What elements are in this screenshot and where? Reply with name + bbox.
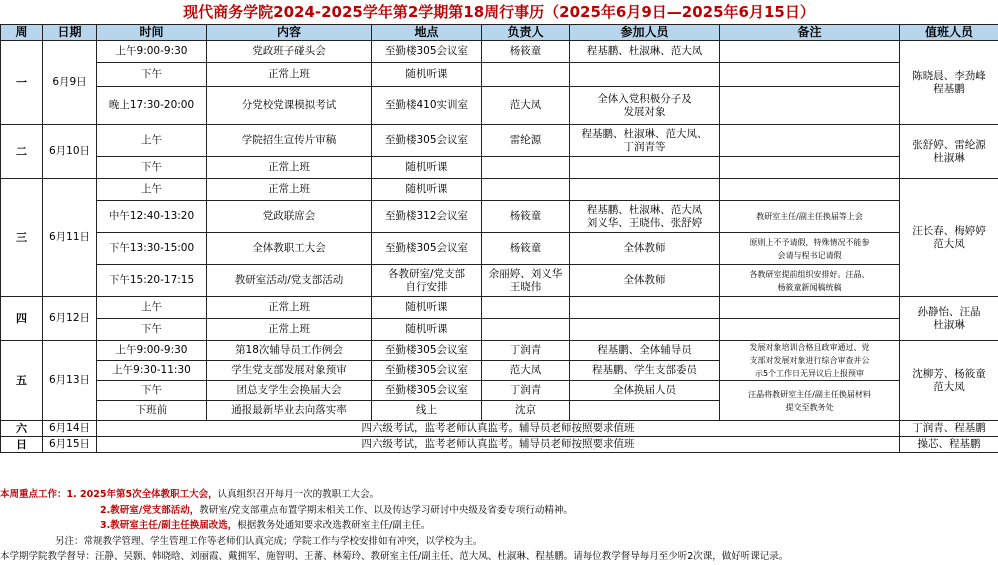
duty-cell: 汪长春、梅婷婷 范大凤 (900, 179, 998, 297)
footer-line-3 (0, 518, 998, 534)
table-row (1, 437, 998, 453)
duty-cell: 孙静怡、汪晶 杜淑琳 (900, 297, 998, 341)
people-cell (570, 319, 720, 341)
day-cell: 日 (1, 437, 43, 453)
merged-content-cell: 四六级考试，监考老师认真监考。辅导员老师按照要求值班 (97, 421, 900, 437)
content-cell: 学院招生宣传片审稿 (207, 125, 372, 157)
time-cell: 上午 (97, 297, 207, 319)
date-cell: 6月14日 (43, 421, 97, 437)
duty-cell: 陈晓晨、李劲峰 程基鹏 (900, 41, 998, 125)
time-cell: 上午 (97, 125, 207, 157)
content-cell: 第18次辅导员工作例会 (207, 341, 372, 361)
leader-cell: 范大凤 (482, 87, 570, 125)
note-cell (720, 319, 900, 341)
leader-cell: 丁润青 (482, 381, 570, 401)
date-cell: 6月15日 (43, 437, 97, 453)
merged-content-cell: 四六级考试，监考老师认真监考。辅导员老师按照要求值班 (97, 437, 900, 453)
time-cell: 晚上17:30-20:00 (97, 87, 207, 125)
content-cell: 正常上班 (207, 297, 372, 319)
header-note: 备注 (720, 25, 900, 41)
place-cell: 至勤楼410实训室 (372, 87, 482, 125)
day-cell: 三 (1, 179, 43, 297)
time-cell: 中午12:40-13:20 (97, 201, 207, 233)
duty-cell: 操芯、程基鹏 (900, 437, 998, 453)
table-row (1, 421, 998, 437)
table-row (1, 125, 998, 157)
day-cell: 五 (1, 341, 43, 421)
header-duty: 值班人员 (900, 25, 998, 41)
footer-text-2: 教研室/党支部重点布置学期末相关工作、以及传达学习研讨中央级及省委专项行动精神。 (199, 505, 573, 516)
leader-cell: 沈京 (482, 401, 570, 421)
footer-line-1 (0, 487, 998, 503)
people-cell (570, 157, 720, 179)
people-cell: 全体换届人员 (570, 381, 720, 401)
people-cell: 程基鹏、杜淑琳、范大凤、 丁润青等 (570, 125, 720, 157)
time-cell: 下午 (97, 157, 207, 179)
place-cell: 随机听课 (372, 319, 482, 341)
leader-cell: 雷纶源 (482, 125, 570, 157)
note-cell (720, 87, 900, 125)
note-cell (720, 41, 900, 63)
note-cell (720, 63, 900, 87)
people-cell (570, 179, 720, 201)
footer-text-1: 认真组织召开每月一次的教职工大会。 (218, 489, 380, 500)
content-cell: 全体教职工大会 (207, 233, 372, 265)
leader-cell: 杨筱童 (482, 201, 570, 233)
table-row (1, 265, 998, 297)
table-row (1, 63, 998, 87)
footer-line-5: 本学期学院教学督导：汪静、吴颢、韩晓晗、刘丽霞、戴拥军、施智明、王蕃、林菊玲、教研室主任/副主任、范大凤、杜淑琳、程基鹏。请每位教学督导每月至少听2次课，做好听课记录。 (0, 549, 998, 565)
leader-cell: 杨筱童 (482, 41, 570, 63)
content-cell: 学生党支部发展对象预审 (207, 361, 372, 381)
leader-cell: 范大凤 (482, 361, 570, 381)
time-cell: 下班前 (97, 401, 207, 421)
people-cell: 全体教师 (570, 233, 720, 265)
people-cell (570, 63, 720, 87)
footer-line-4: 另注：常规教学管理、学生管理工作等老师们认真完成；学院工作与学校安排如有冲突，以学校为主。 (0, 534, 998, 550)
table-row (1, 319, 998, 341)
note-cell (720, 125, 900, 157)
duty-cell: 沈柳芳、杨筱童 范大凤 (900, 341, 998, 421)
content-cell: 分党校党课模拟考试 (207, 87, 372, 125)
note-cell: 教研室主任/副主任换届等上会 (720, 201, 900, 233)
day-cell: 六 (1, 421, 43, 437)
page-title: 现代商务学院2024-2025学年第2学期第18周行事历（2025年6月9日—2025年6月15日） (0, 0, 998, 24)
header-content: 内容 (207, 25, 372, 41)
date-cell: 6月13日 (43, 341, 97, 421)
note-cell: 汪晶将教研室主任/副主任换届材料 提交至教务处 (720, 381, 900, 421)
people-cell (570, 401, 720, 421)
content-cell: 党政联席会 (207, 201, 372, 233)
content-cell: 教研室活动/党支部活动 (207, 265, 372, 297)
content-cell: 正常上班 (207, 179, 372, 201)
day-cell: 四 (1, 297, 43, 341)
header-week: 周 (1, 25, 43, 41)
day-cell: 二 (1, 125, 43, 179)
place-cell: 线上 (372, 401, 482, 421)
date-cell: 6月11日 (43, 179, 97, 297)
people-cell: 程基鹏、杜淑琳、范大凤 刘义华、王晓伟、张舒婷 (570, 201, 720, 233)
content-cell: 通报最新毕业去向落实率 (207, 401, 372, 421)
time-cell: 下午 (97, 63, 207, 87)
place-cell: 随机听课 (372, 157, 482, 179)
people-cell: 全体入党积极分子及 发展对象 (570, 87, 720, 125)
duty-cell: 丁润青、程基鹏 (900, 421, 998, 437)
leader-cell: 余丽婷、刘义华 王晓伟 (482, 265, 570, 297)
header-place: 地点 (372, 25, 482, 41)
leader-cell: 丁润青 (482, 341, 570, 361)
footer-key-2: 2.教研室/党支部活动， (100, 505, 199, 516)
leader-cell (482, 179, 570, 201)
header-leader: 负责人 (482, 25, 570, 41)
time-cell: 下午 (97, 319, 207, 341)
people-cell: 程基鹏、全体辅导员 (570, 341, 720, 361)
note-cell (720, 179, 900, 201)
place-cell: 至勤楼312会议室 (372, 201, 482, 233)
note-cell (720, 297, 900, 319)
leader-cell: 杨筱童 (482, 233, 570, 265)
people-cell (570, 297, 720, 319)
table-row (1, 201, 998, 233)
table-row (1, 41, 998, 63)
people-cell: 全体教师 (570, 265, 720, 297)
header-people: 参加人员 (570, 25, 720, 41)
place-cell: 至勤楼305会议室 (372, 41, 482, 63)
place-cell: 至勤楼305会议室 (372, 125, 482, 157)
content-cell: 正常上班 (207, 157, 372, 179)
table-row (1, 381, 998, 401)
content-cell: 党政班子碰头会 (207, 41, 372, 63)
date-cell: 6月10日 (43, 125, 97, 179)
table-row (1, 341, 998, 361)
time-cell: 下午13:30-15:00 (97, 233, 207, 265)
schedule-table (0, 24, 998, 453)
footer-key-label: 本周重点工作： (0, 489, 67, 500)
place-cell: 至勤楼305会议室 (372, 233, 482, 265)
time-cell: 下午 (97, 381, 207, 401)
people-cell: 程基鹏、杜淑琳、范大凤 (570, 41, 720, 63)
date-cell: 6月12日 (43, 297, 97, 341)
table-row (1, 233, 998, 265)
place-cell: 各教研室/党支部 自行安排 (372, 265, 482, 297)
content-cell: 正常上班 (207, 63, 372, 87)
content-cell: 团总支学生会换届大会 (207, 381, 372, 401)
place-cell: 随机听课 (372, 179, 482, 201)
place-cell: 至勤楼305会议室 (372, 341, 482, 361)
place-cell: 随机听课 (372, 297, 482, 319)
header-date: 日期 (43, 25, 97, 41)
note-cell: 各教研室提前组织安排好。汪晶、 杨筱童新闻稿统稿 (720, 265, 900, 297)
time-cell: 上午9:00-9:30 (97, 41, 207, 63)
place-cell: 至勤楼305会议室 (372, 381, 482, 401)
header-row (1, 25, 998, 41)
content-cell: 正常上班 (207, 319, 372, 341)
place-cell: 至勤楼305会议室 (372, 361, 482, 381)
footer-key-3: 3.教研室主任/副主任换届改选， (100, 520, 237, 531)
leader-cell (482, 157, 570, 179)
day-cell: 一 (1, 41, 43, 125)
time-cell: 上午9:30-11:30 (97, 361, 207, 381)
table-row (1, 157, 998, 179)
leader-cell (482, 63, 570, 87)
time-cell: 上午 (97, 179, 207, 201)
place-cell: 随机听课 (372, 63, 482, 87)
leader-cell (482, 297, 570, 319)
note-cell (720, 157, 900, 179)
time-cell: 上午9:00-9:30 (97, 341, 207, 361)
table-row (1, 87, 998, 125)
footer-notes (0, 487, 998, 565)
header-time: 时间 (97, 25, 207, 41)
note-cell: 发展对象培训合格且政审通过、党 支部对发展对象进行综合审查并公 示5个工作日无异议后上报预审 (720, 341, 900, 381)
time-cell: 下午15:20-17:15 (97, 265, 207, 297)
footer-key-1: 1. 2025年第5次全体教职工大会， (67, 489, 218, 500)
date-cell: 6月9日 (43, 41, 97, 125)
leader-cell (482, 319, 570, 341)
table-row (1, 297, 998, 319)
note-cell: 原则上不予请假，特殊情况不能参 会请与程书记请假 (720, 233, 900, 265)
people-cell: 程基鹏、学生支部委员 (570, 361, 720, 381)
table-row (1, 179, 998, 201)
footer-line-2 (0, 503, 998, 519)
duty-cell: 张舒婷、雷纶源 杜淑琳 (900, 125, 998, 179)
footer-text-3: 根据教务处通知要求改选教研室主任/副主任。 (237, 520, 430, 531)
